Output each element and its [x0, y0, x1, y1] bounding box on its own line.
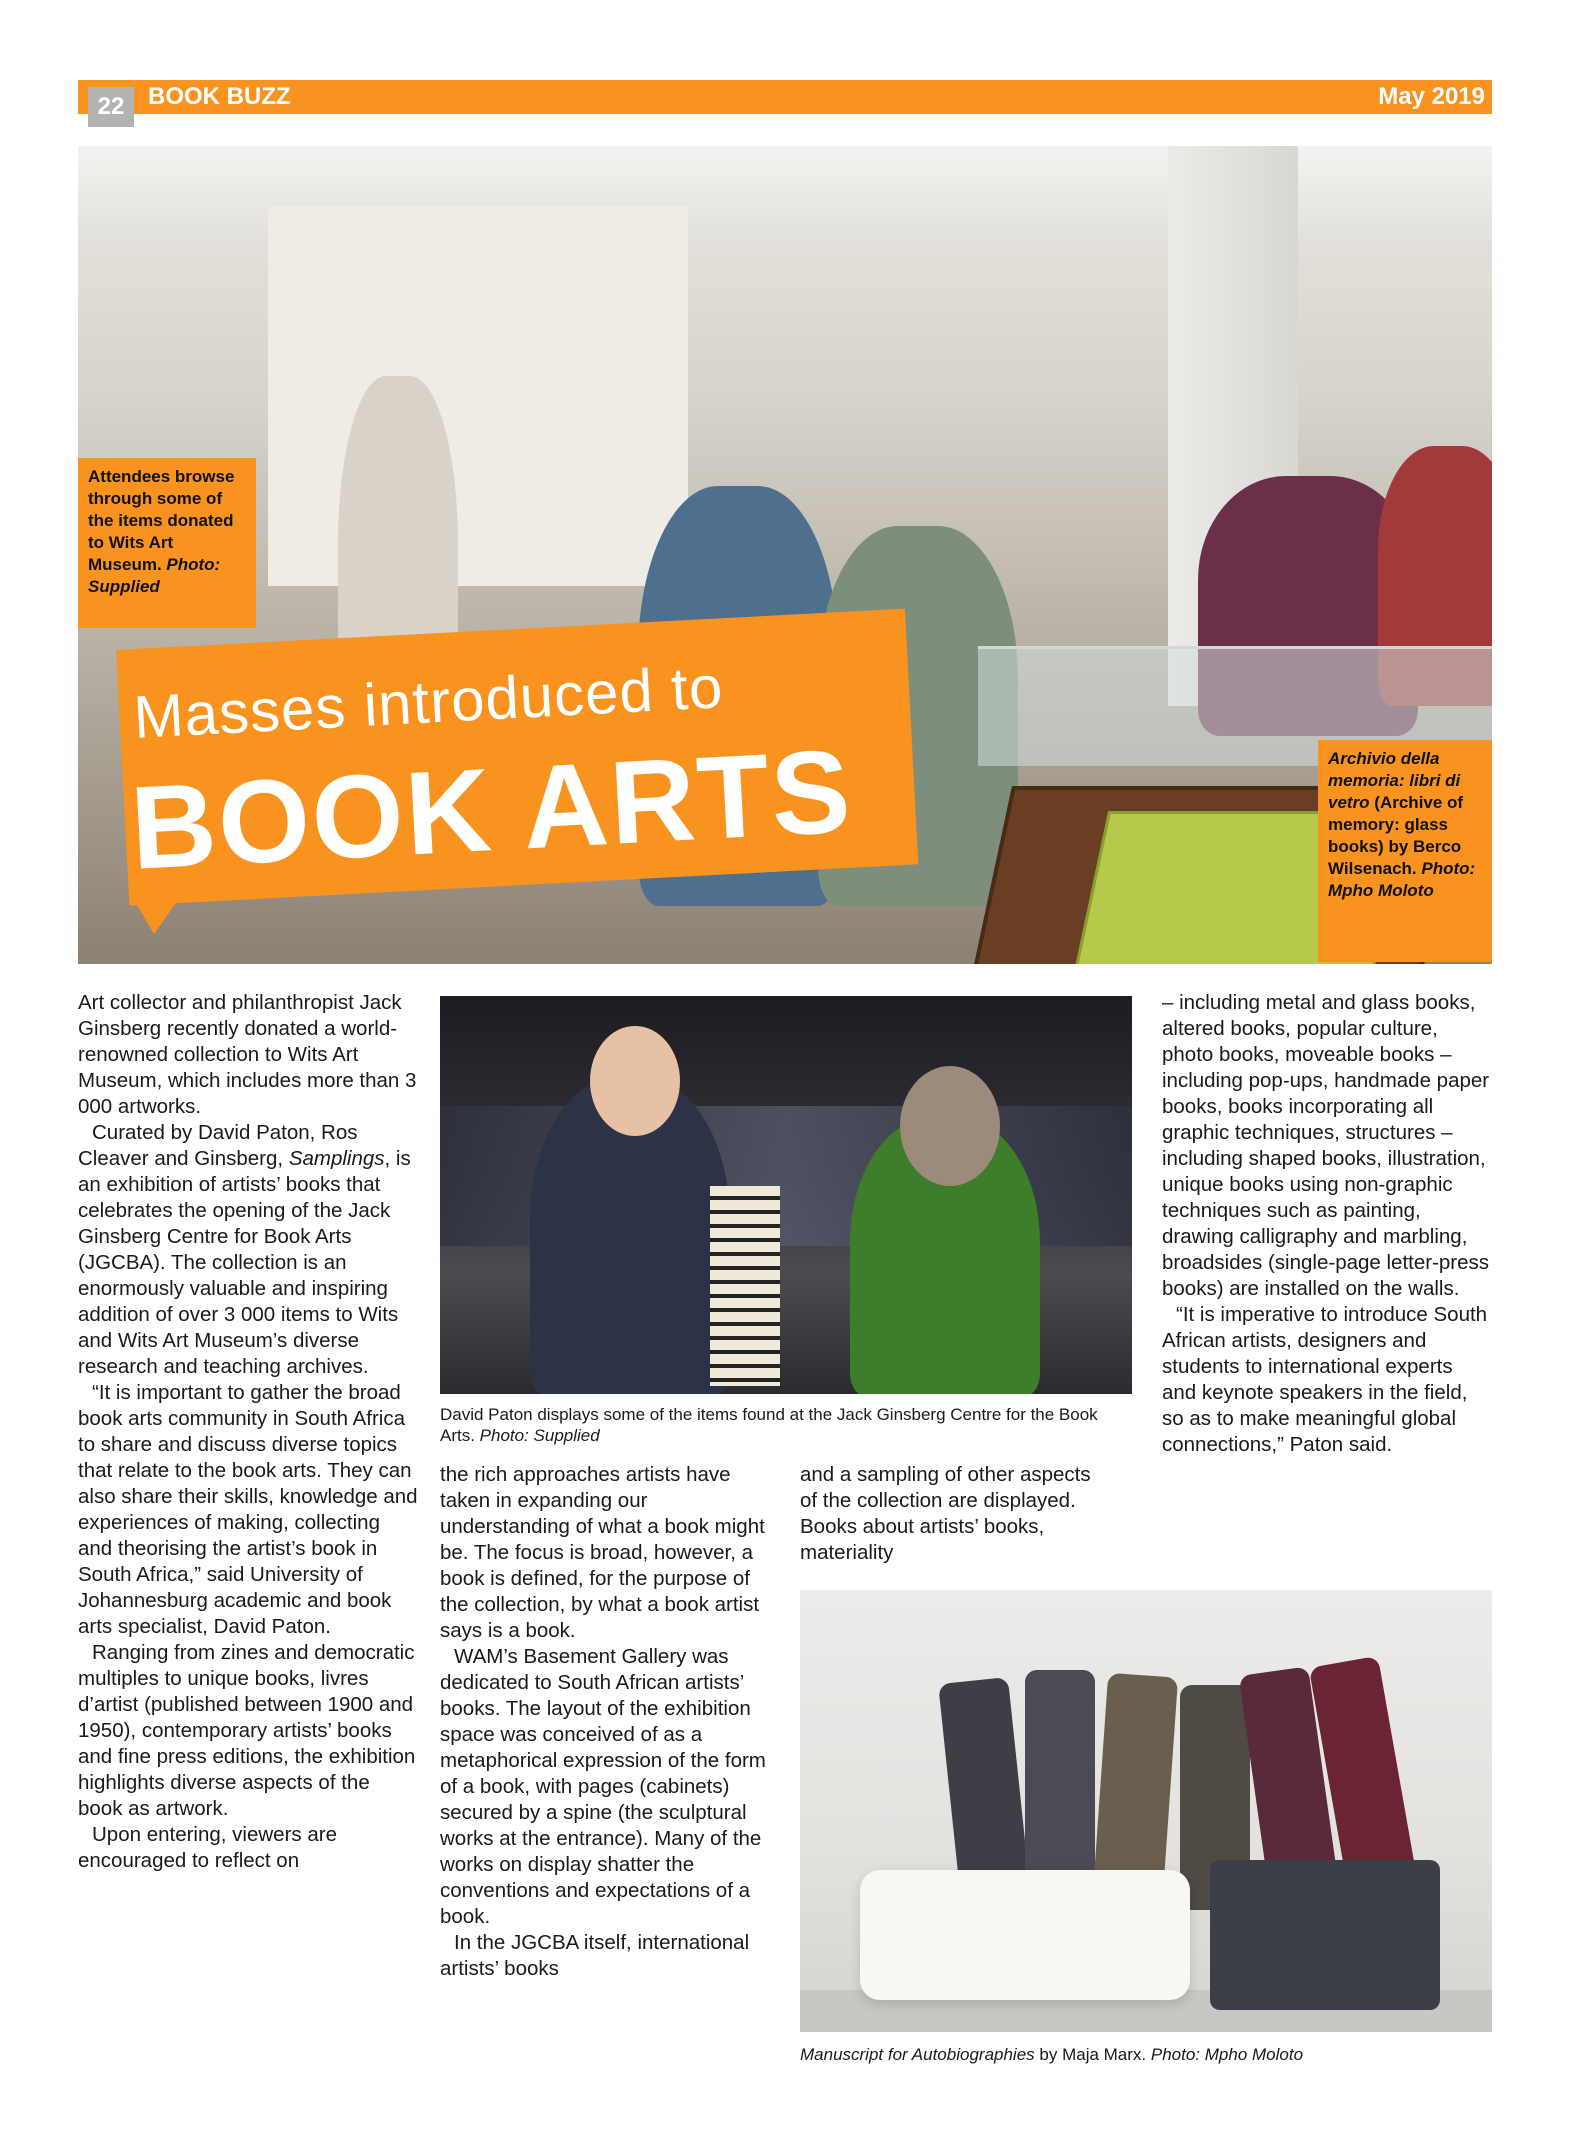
- paragraph: “It is important to gather the broad book arts community in South Africa to share and discuss diverse topics that relate to the book arts. They can also share their skills, knowledge and experiences of making, collecting and theorising the artist’s book in South Africa,” said University of Johannesburg academic and book arts specialist, David Paton.: [78, 1381, 418, 1638]
- headline-banner-tail: [134, 900, 178, 934]
- article-column-4: [1162, 990, 1492, 1458]
- exhibition-title: Samplings: [288, 1147, 385, 1170]
- text-run: , is an exhibition of artists’ books that celebrates the opening of the Jack Ginsberg Centre for Book Arts (JGCBA). The collection is an enormously valuable and inspiring addition of over 3 000 items to Wits and Wits Art Museum’s diverse research and teaching archives.: [78, 1147, 411, 1378]
- paragraph: Ranging from zines and democratic multiples to unique books, livres d’artist (published between 1900 and 1950), contemporary artists’ books and fine press editions, the exhibition highlights diverse aspects of the book as artwork.: [78, 1641, 416, 1820]
- middle-photo-caption: [440, 1404, 1132, 1446]
- paragraph: “It is imperative to introduce South African artists, designers and students to international experts and keynote speakers in the field, so as to make meaningful global connections,” Paton said.: [1162, 1303, 1488, 1456]
- folded-fabric: [860, 1870, 1190, 2000]
- paragraph: WAM’s Basement Gallery was dedicated to South African artists’ books. The layout of the exhibition space was conceived of as a metaphorical expression of the form of a book, with pages (cabinets) secured by a spine (the sculptural works at the entrance). Many of the works on display shatter the conventions and expectations of a book.: [440, 1645, 766, 1928]
- gallery-wall: [268, 206, 688, 586]
- paragraph: – including metal and glass books, altered books, popular culture, photo books, moveable books – including pop-ups, handmade paper books, books incorporating all graphic techniques, structures – including shaped books, illustration, unique books using non-graphic techniques such as painting, drawing calligraphy and marbling, broadsides (single-page letter-press books) are installed on the walls.: [1162, 991, 1490, 1300]
- issue-date: May 2019: [1378, 83, 1485, 110]
- middle-photo: [440, 996, 1132, 1394]
- man-head: [590, 1026, 680, 1136]
- article-column-1: [78, 990, 418, 1874]
- page-number: 22: [88, 87, 134, 127]
- caption-text: Attendees browse through some of the items donated to Wits Art Museum.: [88, 467, 235, 574]
- artwork-title: Archivio della memoria: libri di vetro: [1328, 749, 1461, 812]
- photo-credit: Photo: Supplied: [479, 1426, 600, 1445]
- photo-credit: Photo: Mpho Moloto: [1328, 859, 1476, 900]
- caption-text: (Archive of memory: glass books) by Berco Wilsenach.: [1328, 793, 1464, 878]
- fabric-book-stack: [1210, 1860, 1440, 2010]
- paragraph: and a sampling of other aspects of the collection are displayed. Books about artists’ books, materiality: [800, 1463, 1091, 1564]
- article-column-2: [440, 1462, 772, 1982]
- photo-credit: Photo: Supplied: [88, 555, 221, 596]
- paragraph: [78, 1120, 418, 1380]
- woman-head: [900, 1066, 1000, 1186]
- paragraph: In the JGCBA itself, international artists’ books: [440, 1931, 750, 1980]
- section-title: BOOK BUZZ: [148, 83, 291, 110]
- paragraph: Art collector and philanthropist Jack Ginsberg recently donated a world-renowned collection to Wits Art Museum, which includes more than 3 000 artworks.: [78, 991, 417, 1118]
- hero-left-caption: [78, 458, 256, 628]
- article-column-3: [800, 1462, 1110, 1566]
- paragraph: Upon entering, viewers are encouraged to reflect on: [78, 1823, 337, 1872]
- bottom-photo-caption: [800, 2044, 1492, 2065]
- text-run: Curated by David Paton, Ros Cleaver and Ginsberg,: [78, 1121, 358, 1170]
- artwork-title: Manuscript for Autobiographies: [800, 2045, 1035, 2064]
- caption-text: David Paton displays some of the items found at the Jack Ginsberg Centre for the Book Arts.: [440, 1405, 1098, 1445]
- headline-line1: Masses introduced to: [131, 653, 725, 751]
- headline-line2: BOOK ARTS: [127, 725, 856, 895]
- caption-text: by Maja Marx.: [1034, 2045, 1151, 2064]
- scroll-artwork: [710, 1186, 780, 1386]
- hero-right-caption: [1318, 740, 1492, 962]
- bottom-photo: [800, 1590, 1492, 2032]
- paragraph: the rich approaches artists have taken in expanding our understanding of what a book might be. The focus is broad, however, a book is defined, for the purpose of the collection, by what a book artist says is a book.: [440, 1463, 765, 1642]
- photo-credit: Photo: Mpho Moloto: [1150, 2045, 1304, 2064]
